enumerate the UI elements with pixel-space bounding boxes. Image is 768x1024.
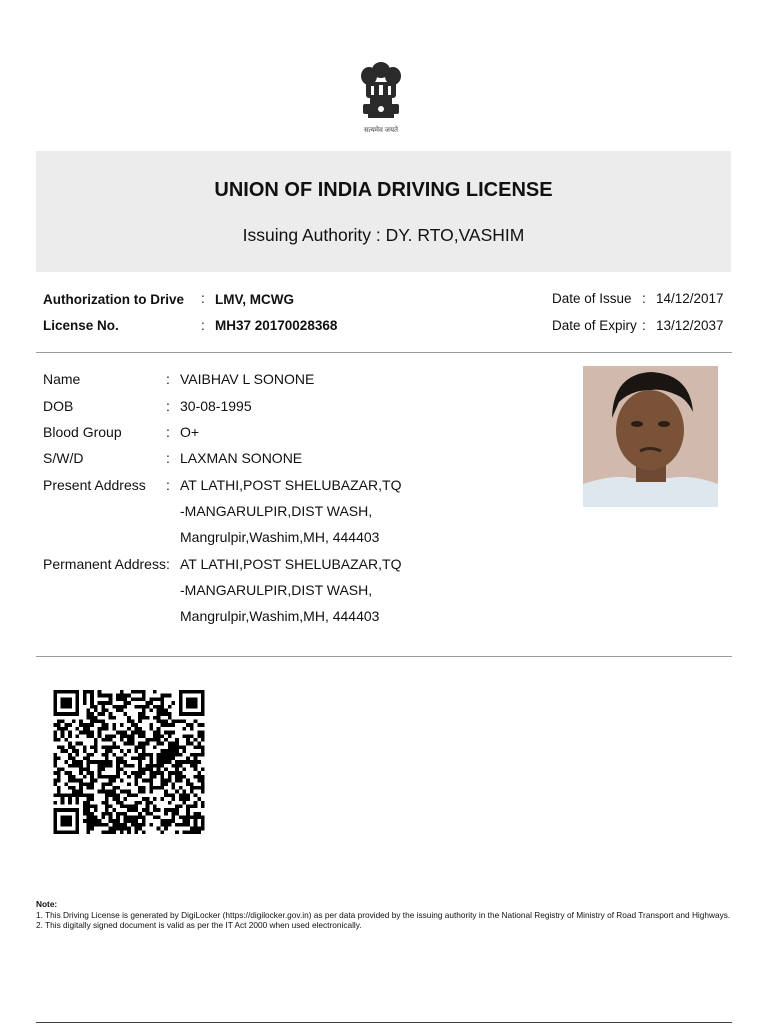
present-address-line: Mangrulpir,Washim,MH, 444403 (180, 529, 380, 545)
issue-date-separator: : (642, 291, 646, 306)
divider-top (36, 352, 732, 353)
name-separator: : (166, 371, 170, 387)
permanent-address-line: -MANGARULPIR,DIST WASH, (180, 582, 373, 598)
notes-block (36, 899, 736, 931)
divider-middle (36, 656, 732, 657)
expiry-date-separator: : (642, 318, 646, 333)
blood-group-label: Blood Group (43, 424, 122, 440)
swd-label: S/W/D (43, 450, 84, 466)
issuing-authority: Issuing Authority : DY. RTO,VASHIM (242, 225, 525, 245)
qr-code (53, 690, 205, 834)
present-address-line: AT LATHI,POST SHELUBAZAR,TQ (180, 477, 402, 493)
name-label: Name (43, 371, 81, 387)
note-item: 2. This digitally signed document is valid as per the IT Act 2000 when used electronically. (36, 920, 362, 931)
present-address-separator: : (166, 477, 170, 493)
permanent-address-line: Mangrulpir,Washim,MH, 444403 (180, 608, 380, 624)
expiry-date-label: Date of Expiry (552, 318, 637, 333)
swd-separator: : (166, 450, 170, 466)
dob-value: 30-08-1995 (180, 398, 252, 414)
holder-photo (583, 366, 718, 507)
emblem-motto: सत्यमेव जयते (363, 127, 399, 134)
dob-separator: : (166, 398, 170, 414)
expiry-date-value: 13/12/2037 (656, 318, 724, 333)
authorization-separator: : (201, 291, 205, 306)
authorization-label: Authorization to Drive (43, 292, 184, 307)
issue-date-value: 14/12/2017 (656, 291, 724, 306)
license-number-label: License No. (43, 318, 119, 333)
notes-title: Note: (36, 899, 58, 909)
dob-label: DOB (43, 398, 74, 414)
present-address-line: -MANGARULPIR,DIST WASH, (180, 503, 373, 519)
header-band (36, 151, 731, 272)
note-item: 1. This Driving License is generated by DigiLocker (https://digilocker.gov.in) as per data provided by the issuing authority in the National Registry of Ministry of Road Transport and Highways. (36, 909, 731, 920)
authorization-value: LMV, MCWG (215, 292, 294, 307)
swd-value: LAXMAN SONONE (180, 450, 303, 466)
license-number-separator: : (201, 318, 205, 333)
name-value: VAIBHAV L SONONE (180, 371, 315, 387)
blood-group-separator: : (166, 424, 170, 440)
permanent-address-line: AT LATHI,POST SHELUBAZAR,TQ (180, 556, 402, 572)
document-title: UNION OF INDIA DRIVING LICENSE (214, 179, 553, 201)
permanent-address-label: Permanent Address (43, 556, 166, 572)
divider-bottom (36, 1022, 732, 1023)
blood-group-value: O+ (180, 424, 200, 440)
license-number-value: MH37 20170028368 (215, 318, 338, 333)
present-address-label: Present Address (43, 477, 146, 493)
permanent-address-separator: : (166, 556, 170, 572)
issue-date-label: Date of Issue (552, 291, 632, 306)
